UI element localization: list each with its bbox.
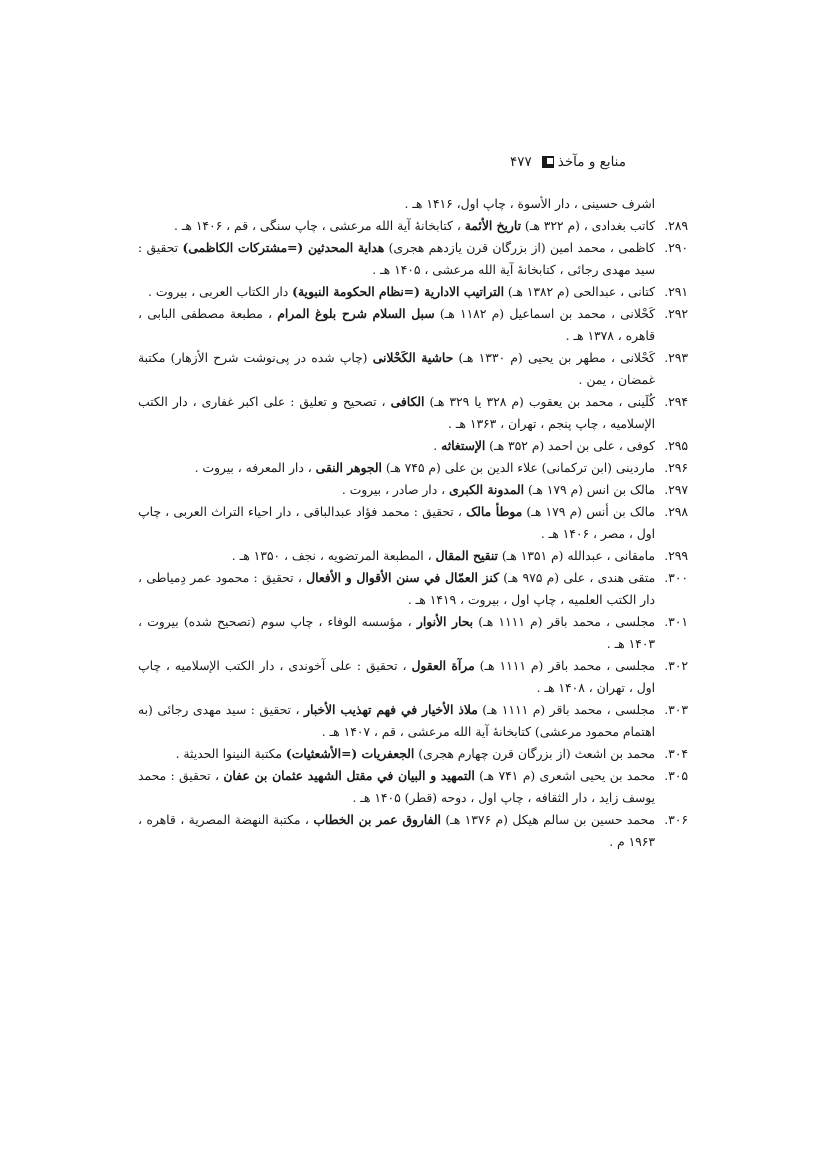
entry-author: کُلَینی ، محمد بن یعقوب (م ۳۲۸ یا ۳۲۹ هـ) bbox=[424, 395, 655, 409]
bibliography-entry bbox=[138, 215, 688, 237]
entry-text bbox=[138, 479, 655, 501]
entry-text bbox=[138, 765, 655, 809]
entry-author: کوفی ، علی بن احمد (م ۳۵۲ هـ) bbox=[485, 439, 655, 453]
entry-text bbox=[138, 457, 655, 479]
entry-text bbox=[138, 567, 655, 611]
entry-text bbox=[138, 215, 655, 237]
entry-title: ملاذ الأخیار في فهم تهذیب الأخبار bbox=[304, 702, 478, 717]
bibliography-entry bbox=[138, 655, 688, 699]
box-icon bbox=[542, 156, 554, 168]
entry-text bbox=[138, 655, 655, 699]
entry-number: ۳۰۵. bbox=[664, 769, 688, 783]
bibliography-entry bbox=[138, 545, 688, 567]
entry-publication: تحقیق : سید مهدی رجائی ، کتابخانهٔ آیة الله مرعشی ، ۱۴۰۵ هـ . bbox=[138, 241, 655, 277]
entry-text bbox=[138, 743, 655, 765]
entry-title: الإستغاثه bbox=[441, 438, 486, 453]
bibliography-entry bbox=[138, 567, 688, 611]
entry-publication: ، تحقیق : سید مهدی رجائی (به اهتمام محمود مرعشی) کتابخانهٔ آیة الله مرعشی ، قم ، ۱۴۰۷ هـ . bbox=[138, 703, 655, 739]
entry-number: ۲۹۸. bbox=[664, 505, 688, 519]
bibliography-entry bbox=[138, 435, 688, 457]
entry-text bbox=[138, 391, 655, 435]
entry-number: ۲۹۵. bbox=[664, 439, 688, 453]
entry-title: التمهید و البیان في مقتل الشهید عثمان بن عفان bbox=[223, 768, 475, 783]
entry-title: الفاروق عمر بن الخطاب bbox=[313, 812, 441, 827]
entry-title: الجعفریات (=الأشعثیات) bbox=[285, 746, 415, 761]
entry-publication: ، تحقیق : علی آخوندی ، دار الکتب الإسلامیه ، چاپ اول ، تهران ، ۱۴۰۸ هـ . bbox=[138, 659, 655, 695]
entry-publication: دار الکتاب العربی ، بیروت . bbox=[148, 285, 293, 299]
entry-title: کنز العمّال في سنن الأقوال و الأفعال bbox=[306, 570, 499, 585]
entry-publication: ، تحقیق : محمد یوسف زاید ، دار الثقافه ، چاپ اول ، دوحه (قطر) ۱۴۰۵ هـ . bbox=[138, 769, 655, 805]
section-title: منابع و مآخذ bbox=[557, 154, 626, 170]
entry-author: محمد بن اشعث (از بزرگان قرن چهارم هجری) bbox=[414, 747, 655, 761]
entry-title: هدایة المحدثین (=مشترکات الکاظمی) bbox=[182, 240, 385, 255]
entry-title: حاشیة الکَحْلانی bbox=[372, 350, 454, 365]
entry-title: تاریخ الأئمة bbox=[464, 218, 522, 233]
entry-number: ۲۹۲. bbox=[664, 307, 688, 321]
entry-number: ۳۰۳. bbox=[664, 703, 688, 717]
entry-number: ۲۹۴. bbox=[664, 395, 688, 409]
entry-title: التراتیب الاداریة (=نظام الحکومة النبویة) bbox=[292, 284, 505, 299]
entry-publication: ، تحقیق : محمد فؤاد عبدالباقی ، دار احیاء التراث العربی ، چاپ اول ، مصر ، ۱۴۰۶ هـ . bbox=[138, 505, 655, 541]
entry-title: تنقیح المقال bbox=[435, 548, 498, 563]
entry-author: محمد بن یحیی اشعری (م ۷۴۱ هـ) bbox=[474, 769, 656, 783]
entry-number: ۲۹۹. bbox=[664, 549, 688, 563]
bibliography-entry bbox=[138, 765, 688, 809]
entry-title: الکافی bbox=[390, 394, 425, 409]
entry-author: متقی هندی ، علی (م ۹۷۵ هـ) bbox=[498, 571, 656, 585]
entry-author: مالک بن انس (م ۱۷۹ هـ) bbox=[524, 483, 655, 497]
entry-title: موطأ مالک bbox=[466, 504, 523, 519]
entry-number: ۲۹۷. bbox=[664, 483, 688, 497]
entry-title: الجوهر النقی bbox=[315, 460, 382, 475]
entry-title: بحار الأنوار bbox=[416, 614, 474, 629]
entry-text bbox=[138, 545, 655, 567]
entry-publication: ، مکتبة النهضة المصریة ، قاهره ، ۱۹۶۳ م . bbox=[138, 813, 655, 849]
entry-text bbox=[138, 347, 655, 391]
entry-text bbox=[138, 699, 655, 743]
bibliography-entry bbox=[138, 809, 688, 853]
entry-number: ۳۰۶. bbox=[664, 813, 688, 827]
entry-publication: ، مطبعة مصطفی البابی ، قاهره ، ۱۳۷۸ هـ . bbox=[138, 307, 655, 343]
entry-author: کتانی ، عبدالحی (م ۱۳۸۲ هـ) bbox=[504, 285, 655, 299]
entry-text bbox=[138, 303, 655, 347]
bibliography-entry bbox=[138, 237, 688, 281]
entry-text bbox=[138, 501, 655, 545]
entry-author: کَحْلانی ، مطهر بن یحیی (م ۱۳۳۰ هـ) bbox=[453, 351, 656, 365]
entry-text bbox=[138, 435, 655, 457]
bibliography-entry bbox=[138, 743, 688, 765]
entry-author: مامقانی ، عبدالله (م ۱۳۵۱ هـ) bbox=[497, 549, 655, 563]
entry-number: ۲۹۶. bbox=[664, 461, 688, 475]
entry-text bbox=[138, 237, 655, 281]
entry-author: مجلسی ، محمد باقر (م ۱۱۱۱ هـ) bbox=[474, 659, 655, 673]
entry-publication: ، المطبعة المرتضویه ، نجف ، ۱۳۵۰ هـ . bbox=[231, 549, 436, 563]
entry-author: کَحْلانی ، محمد بن اسماعیل (م ۱۱۸۲ هـ) bbox=[434, 307, 655, 321]
entry-title: المدونة الکبری bbox=[448, 482, 525, 497]
entry-author: کاظمی ، محمد امین (از بزرگان قرن یازدهم هجری) bbox=[384, 241, 656, 255]
entry-author: مجلسی ، محمد باقر (م ۱۱۱۱ هـ) bbox=[477, 703, 655, 717]
page-header bbox=[206, 154, 626, 170]
entry-author: محمد حسین بن سالم هیکل (م ۱۳۷۶ هـ) bbox=[440, 813, 655, 827]
bibliography-entry bbox=[138, 303, 688, 347]
entry-publication: ، تصحیح و تعلیق : علی اکبر غفاری ، دار الکتب الإسلامیه ، چاپ پنجم ، تهران ، ۱۳۶۳ هـ . bbox=[138, 395, 655, 431]
entry-publication: ، مؤسسه الوفاء ، چاپ سوم (تصحیح شده) بیروت ، ۱۴۰۳ هـ . bbox=[138, 615, 655, 651]
bibliography-entry bbox=[138, 479, 688, 501]
entry-publication: . bbox=[433, 439, 442, 453]
bibliography-entry bbox=[138, 281, 688, 303]
entry-publication: (چاپ شده در پی‌نوشت شرح الأزهار) مکتبة غمضان ، یمن . bbox=[138, 351, 655, 387]
bibliography-list bbox=[138, 193, 688, 853]
bibliography-entry bbox=[138, 457, 688, 479]
entry-text bbox=[138, 611, 655, 655]
bibliography-entry bbox=[138, 611, 688, 655]
entry-publication: ، تحقیق : محمود عمر دِمیاطی ، دار الکتب العلمیه ، چاپ اول ، بیروت ، ۱۴۱۹ هـ . bbox=[138, 571, 655, 607]
continuation-line: اشرف حسینی ، دار الأسوة ، چاپ اول، ۱۴۱۶ هـ . bbox=[404, 197, 655, 211]
bibliography-entry bbox=[138, 699, 688, 743]
entry-author: کاتب بغدادی ، (م ۳۲۲ هـ) bbox=[521, 219, 655, 233]
entry-publication: ، کتابخانهٔ آیة الله مرعشی ، چاپ سنگی ، قم ، ۱۴۰۶ هـ . bbox=[174, 219, 465, 233]
entry-number: ۳۰۰. bbox=[664, 571, 688, 585]
entry-publication: ، دار صادر ، بیروت . bbox=[341, 483, 449, 497]
entry-number: ۳۰۱. bbox=[664, 615, 688, 629]
entry-publication: مکتبة النینوا الحدیثة . bbox=[175, 747, 286, 761]
entry-number: ۲۹۰. bbox=[664, 241, 688, 255]
bibliography-entry bbox=[138, 501, 688, 545]
entry-number: ۳۰۴. bbox=[664, 747, 688, 761]
entry-text bbox=[138, 281, 655, 303]
entry-author: ماردینی (ابن ترکمانی) علاء الدین بن علی (م ۷۴۵ هـ) bbox=[381, 461, 655, 475]
entry-text bbox=[138, 809, 655, 853]
bibliography-entry bbox=[138, 347, 688, 391]
entry-number: ۲۸۹. bbox=[664, 219, 688, 233]
page-number: ۴۷۷ bbox=[509, 154, 532, 170]
bibliography-entry bbox=[138, 391, 688, 435]
entry-number: ۲۹۱. bbox=[664, 285, 688, 299]
entry-publication: ، دار المعرفه ، بیروت . bbox=[194, 461, 316, 475]
entry-number: ۲۹۳. bbox=[664, 351, 688, 365]
entry-author: مالک بن أنس (م ۱۷۹ هـ) bbox=[522, 505, 656, 519]
entry-author: مجلسی ، محمد باقر (م ۱۱۱۱ هـ) bbox=[473, 615, 655, 629]
entry-title: سبل السلام شرح بلوغ المرام bbox=[277, 306, 435, 321]
entry-title: مرآة العقول bbox=[411, 658, 475, 673]
entry-number: ۳۰۲. bbox=[664, 659, 688, 673]
